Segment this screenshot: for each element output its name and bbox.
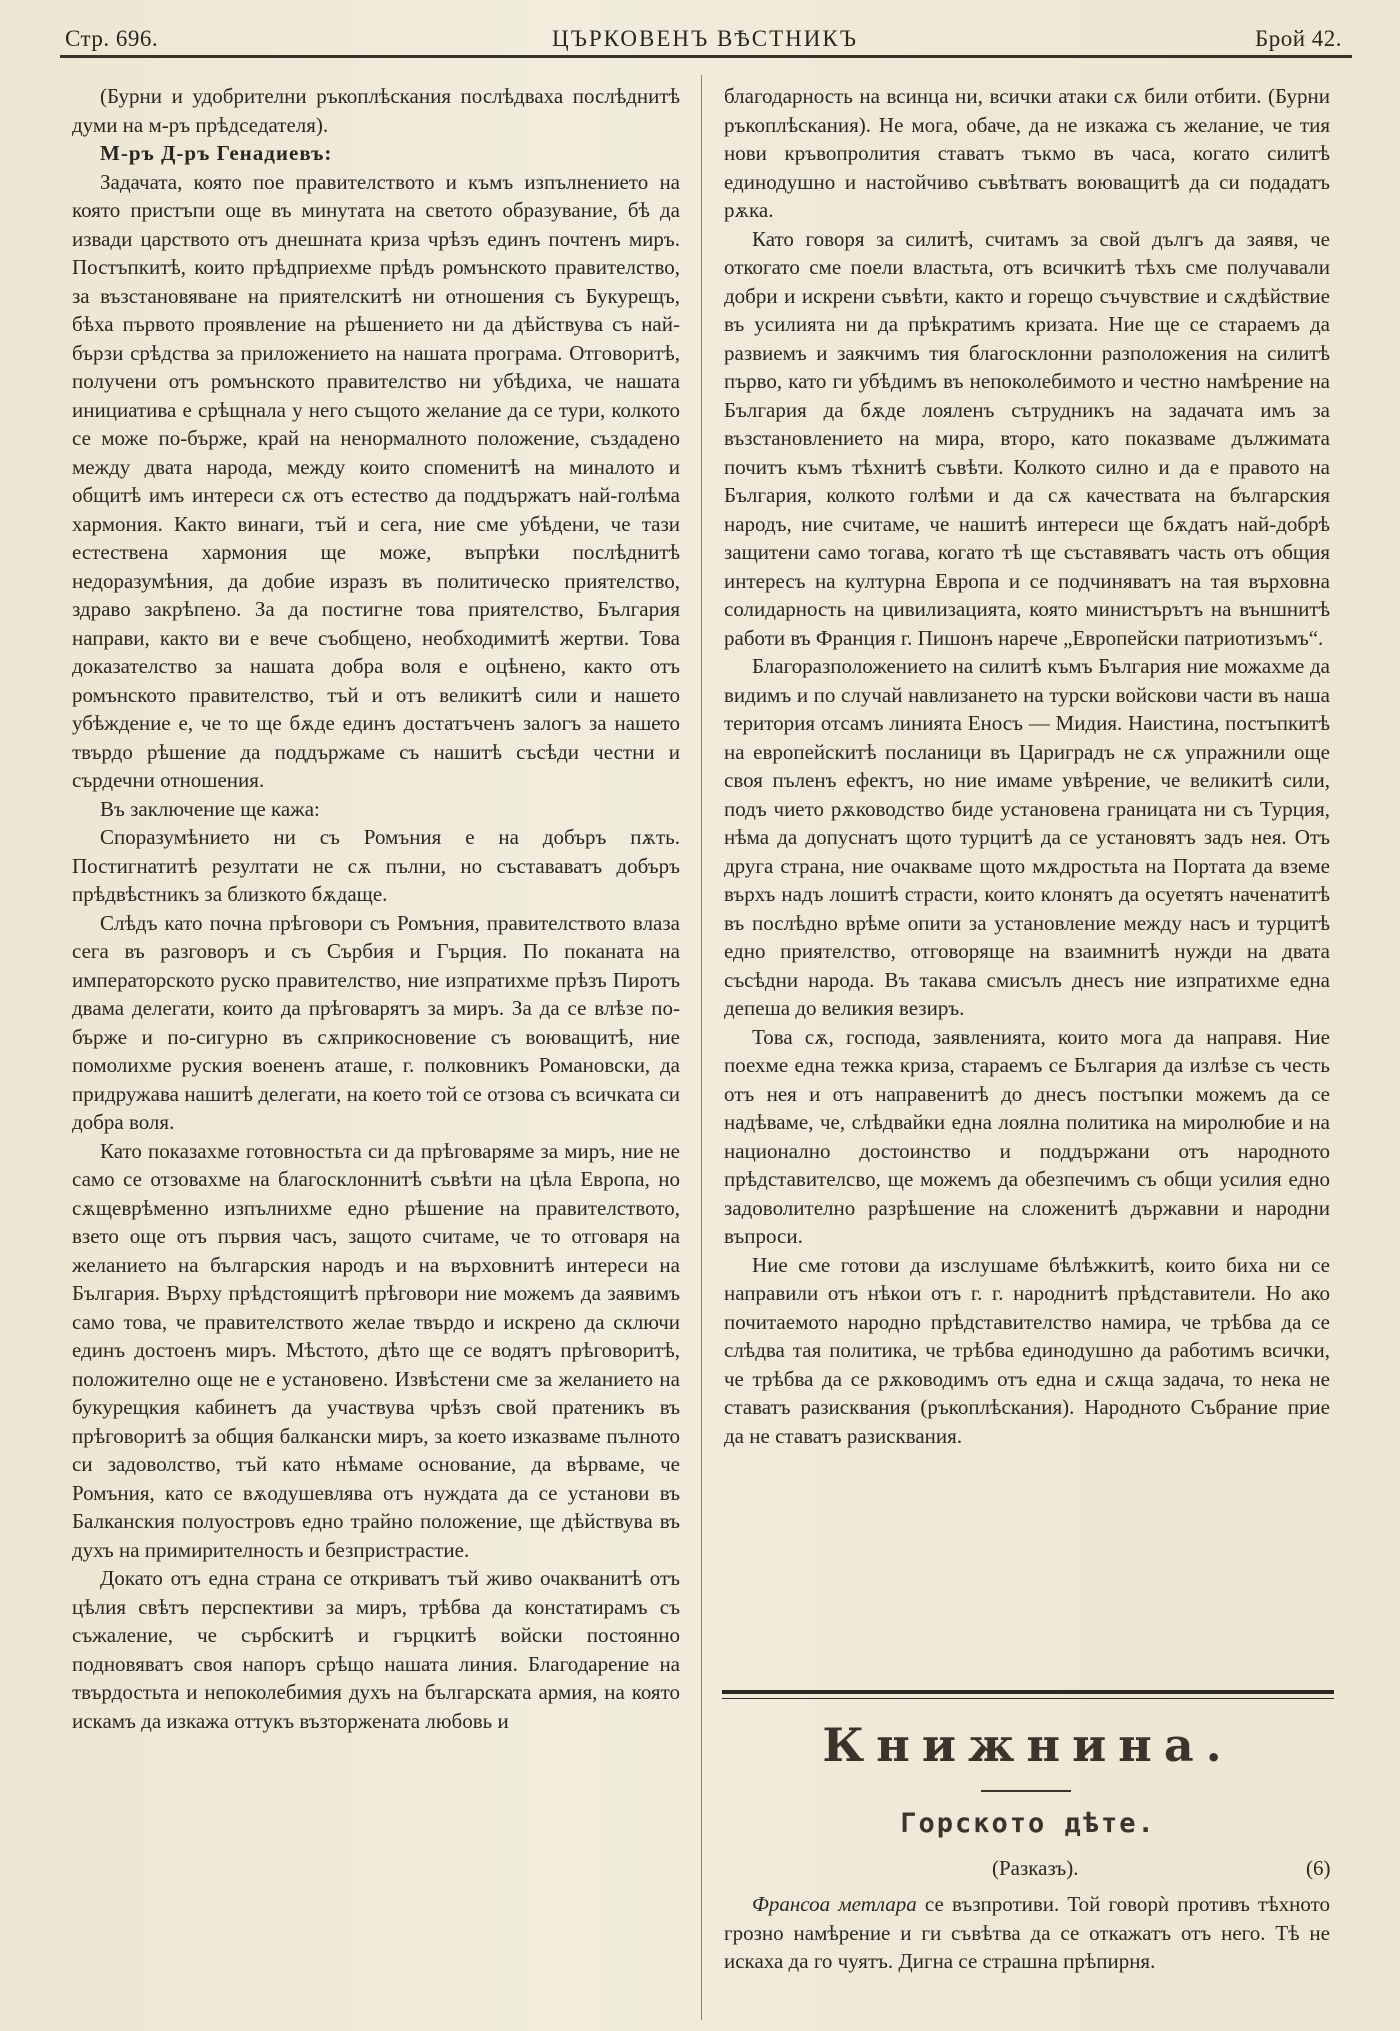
paragraph: Като показахме готовностьта си да прѣговаряме за миръ, ние не само се отзовахме на благосклоннитѣ съвѣти на цѣла Европа, но сѫщеврѣменно изпълнихме едно рѣшение на правителството, взето още отъ първия часъ, защото считаме, че то отговаря на желанието на българския народъ и на върховнитѣ интереси на България. Върху прѣдстоящитѣ прѣговори ние можемъ да заявимъ само това, че правителството желае твърдо и искрено да сключи единъ достоенъ миръ. Мѣстото, дѣто ще се водятъ прѣговоритѣ, положително още не е установено. Извѣстени сме за желанието на букурещкия кабинетъ да участвува чрѣзъ свой пратеникъ въ прѣговоритѣ за общия балкански миръ, за което изказваме пълното си задоволство, тъй като нѣмаме основание, да вѣрваме, че Ромъния, като се вѫодушевлява отъ нуждата да се установи въ Балканския полуостровъ едно трайно положение, ще дѣйствува въ духъ на примирителность и безпристрастие. <box>72 1138 680 1562</box>
paragraph: Задачата, която пое правителството и къмъ изпълнението на която пристъпи още въ минутата на светото образувание, бѣ да извади царството отъ днешната криза чрѣзъ единъ почтенъ миръ. Постъпкитѣ, които прѣдприехме прѣдъ ромънското правителство, за възстановяване на приятелскитѣ ни отношения съ Букурещъ, бѣха първото проявление на рѣшението ни да дѣйствува съ най-бързи срѣдства за приложението на нашата програма. Отговоритѣ, получени отъ ромънското правителство ни убѣдиха, че нашата инициатива е срѣщнала у него същото желание да се тури, колкото се може по-бърже, край на ненормалното положение, създадено между двата народа, между които споменитѣ на миналото и общитѣ имъ интереси сѫ отъ естество да поддържатъ най-голѣма хармония. Както винаги, тъй и сега, ние сме убѣдени, че тази естествена хармония ще може, въпрѣки послѣднитѣ недоразумѣния, да добие изразъ въ политическо приятелство, здраво закрѣпено. За да постигне това приятелство, България направи, както ви е вече съобщено, необходимитѣ жертви. Това доказателство за нашата добра воля е оцѣнено, както отъ ромънското правителство, тъй и отъ великитѣ сили и нашето убѣждение е, че то ще бѫде единъ достатъченъ залогъ за нашето твърдо рѣшение да поддържаме съ нашитѣ съсѣди честни и сърдечни отношения. <box>72 169 680 792</box>
story-paragraph <box>724 1890 1330 1976</box>
left-column <box>72 82 680 1735</box>
issue-number: Брой 42. <box>1254 26 1342 51</box>
paragraph: Споразумѣнието ни съ Ромъния е на добъръ пѫть. Постигнатитѣ резултати не сѫ пълни, но състававатъ добъръ прѣдвѣстникъ за близкото бѫдаще. <box>72 825 680 906</box>
paragraph-continued: благодарность на всинца ни, всички атаки сѫ били отбити. (Бурни ръкоплѣскания). Не мога, обаче, да не изкажа съ желание, че тия нови кръвопролития ставатъ тъкмо въ часа, когато силитѣ единодушно и настойчиво съвѣтватъ воюващитѣ да си подадатъ рѫка. <box>724 84 1330 222</box>
paragraph-intro: (Бурни и удобрителни ръкоплѣскания послѣдваха послѣднитѣ думи на м-ръ прѣдседателя). <box>72 84 680 137</box>
section-rule-thin <box>722 1698 1334 1699</box>
page-number: Стр. 696. <box>65 26 159 51</box>
paragraph: Благоразположението на силитѣ къмъ България ние можахме да видимъ и по случай навлизането на турски войскови части въ наша територия отсамъ линията Еносъ — Мидия. Наистина, постъпкитѣ на европейскитѣ посланици въ Цариградъ не сѫ упражнили още своя пъленъ ефектъ, но ние имаме увѣрение, че великитѣ сили, подъ чието рѫководство биде установена границата ни съ Турция, нѣма да допуснатъ щото турцитѣ да се установятъ задъ нея. Отъ друга страна, ние очакваме щото мѫдростьта на Портата да вземе върхъ надъ лошитѣ страсти, които клонятъ да осуетятъ наченатитѣ въ послѣдно врѣме опити за установление между насъ и турцитѣ едно приятелство, отговоряще на взаимнитѣ нужди на двата съсѣдни народа. Въ такава смисълъ днесъ ние изпратихме една депеша до великия везиръ. <box>724 654 1330 1020</box>
paragraph: Ние сме готови да изслушаме бѣлѣжкитѣ, които биха ни се направили отъ нѣкои отъ г. г. народнитѣ прѣдставители. Но ако почитаемото народно прѣдставителство намира, че трѣбва да се слѣдва тая политика, че трѣбва единодушно да работимъ всички, че трѣбва да се рѫководимъ отъ една и сѫща задача, то нека не ставатъ разисквания (ръкоплѣскания). Народното Събрание прие да не ставатъ разисквания. <box>724 1252 1330 1448</box>
section-rule-thick <box>722 1690 1334 1694</box>
title-ornament <box>981 1790 1071 1792</box>
story-subtitle: (Разказъ). <box>992 1856 1079 1880</box>
story-part-number: (6) <box>1306 1856 1331 1880</box>
right-column <box>724 82 1330 1450</box>
speaker-heading: М-ръ Д-ръ Генадиевъ: <box>100 141 333 165</box>
paragraph: Това сѫ, господа, заявленията, които мога да направя. Ние поехме една тежка криза, стараемъ се България да излѣзе съ честь отъ нея и отъ направенитѣ до днесъ постъпки можемъ да се надѣваме, че, слѣдвайки една лоялна политика на миролюбие и на национално достоинство и поддържани отъ народното прѣдставителсво, ще можемъ да обезпечимъ съ общи усилия едно задоволително разрѣшение на сложенитѣ държавни и народни въпроси. <box>724 1024 1330 1248</box>
newspaper-title: ЦЪРКОВЕНЪ ВѢСТНИКЪ <box>552 26 858 51</box>
paragraph: Слѣдъ като почна прѣговори съ Ромъния, правителството влаза сега въ разговоръ и съ Сърбия и Гърция. По поканата на императорското руско правителство, ние изпратихме прѣзъ Пиротъ двама делегати, които да прѣговарятъ за миръ. За да се влѣзе по-бърже и по-сигурно въ сѫприкосновение съ воюващитѣ, ние помолихме руския воененъ аташе, г. полковникъ Романовски, да придружава нашитѣ делегати, на което той се отзова съ всичката си добра воля. <box>72 910 680 1134</box>
story-body <box>724 1890 1330 1976</box>
header-rule <box>60 55 1352 58</box>
paragraph: Въ заключение ще кажа: <box>100 796 320 821</box>
paragraph: Докато отъ една страна се откриватъ тъй живо очакванитѣ отъ цѣлия свѣтъ перспективи за миръ, трѣбва да констатирамъ съ съжаление, че сърбскитѣ и гърцкитѣ войски постоянно подновяватъ своя напоръ срѣщо нашата линия. Благодарение на твърдостьта и непоколебимия духъ на българската армия, на която искамъ да изкажа оттукъ възторжената любовь и <box>72 1566 680 1733</box>
page-header <box>60 20 1350 60</box>
story-title: Горското дѣте. <box>900 1808 1156 1839</box>
column-divider <box>701 75 702 2020</box>
paragraph: Като говоря за силитѣ, считамъ за свой дългъ да заявя, че откогато сме поели властьта, отъ всичкитѣ тѣхъ сме получавали добри и искрени съвѣти, както и горещо съчувствие и сѫдѣйствие въ усилията ни да прѣкратимъ кризата. Ние ще се стараемъ да развиемъ и заякчимъ тия благосклонни разположения на силитѣ първо, като ги убѣдимъ въ непоколебимото и честно намѣрение на България да бѫде лояленъ сътрудникъ на задачата имъ за възстановлението на мира, второ, като показваме дължимата почитъ къмъ тѣхнитѣ съвѣти. Колкото силно и да е правото на България, колкото голѣми и да сѫ качествата на българския народъ, ние считаме, че нашитѣ интереси ще бѫдатъ най-добрѣ защитени само тогава, когато тѣ ще съставяватъ часть отъ общия интересъ на културна Европа и се подчиняватъ на тая върховна солидарность на цивилизацията, която министърътъ на външнитѣ работи въ Франция г. Пишонъ нарече „Европейски патриотизъмъ“. <box>724 226 1330 650</box>
section-title: Книжнина. <box>822 1718 1234 1772</box>
story-author: Франсоа метлара <box>752 1892 917 1916</box>
story-text: се възпротиви. Той говорѝ противъ тѣхното грозно намѣрение и ги съвѣтва да се откажатъ отъ него. Тѣ не искаха да го чуятъ. Дигна се страшна прѣпирня. <box>724 1892 1330 1973</box>
